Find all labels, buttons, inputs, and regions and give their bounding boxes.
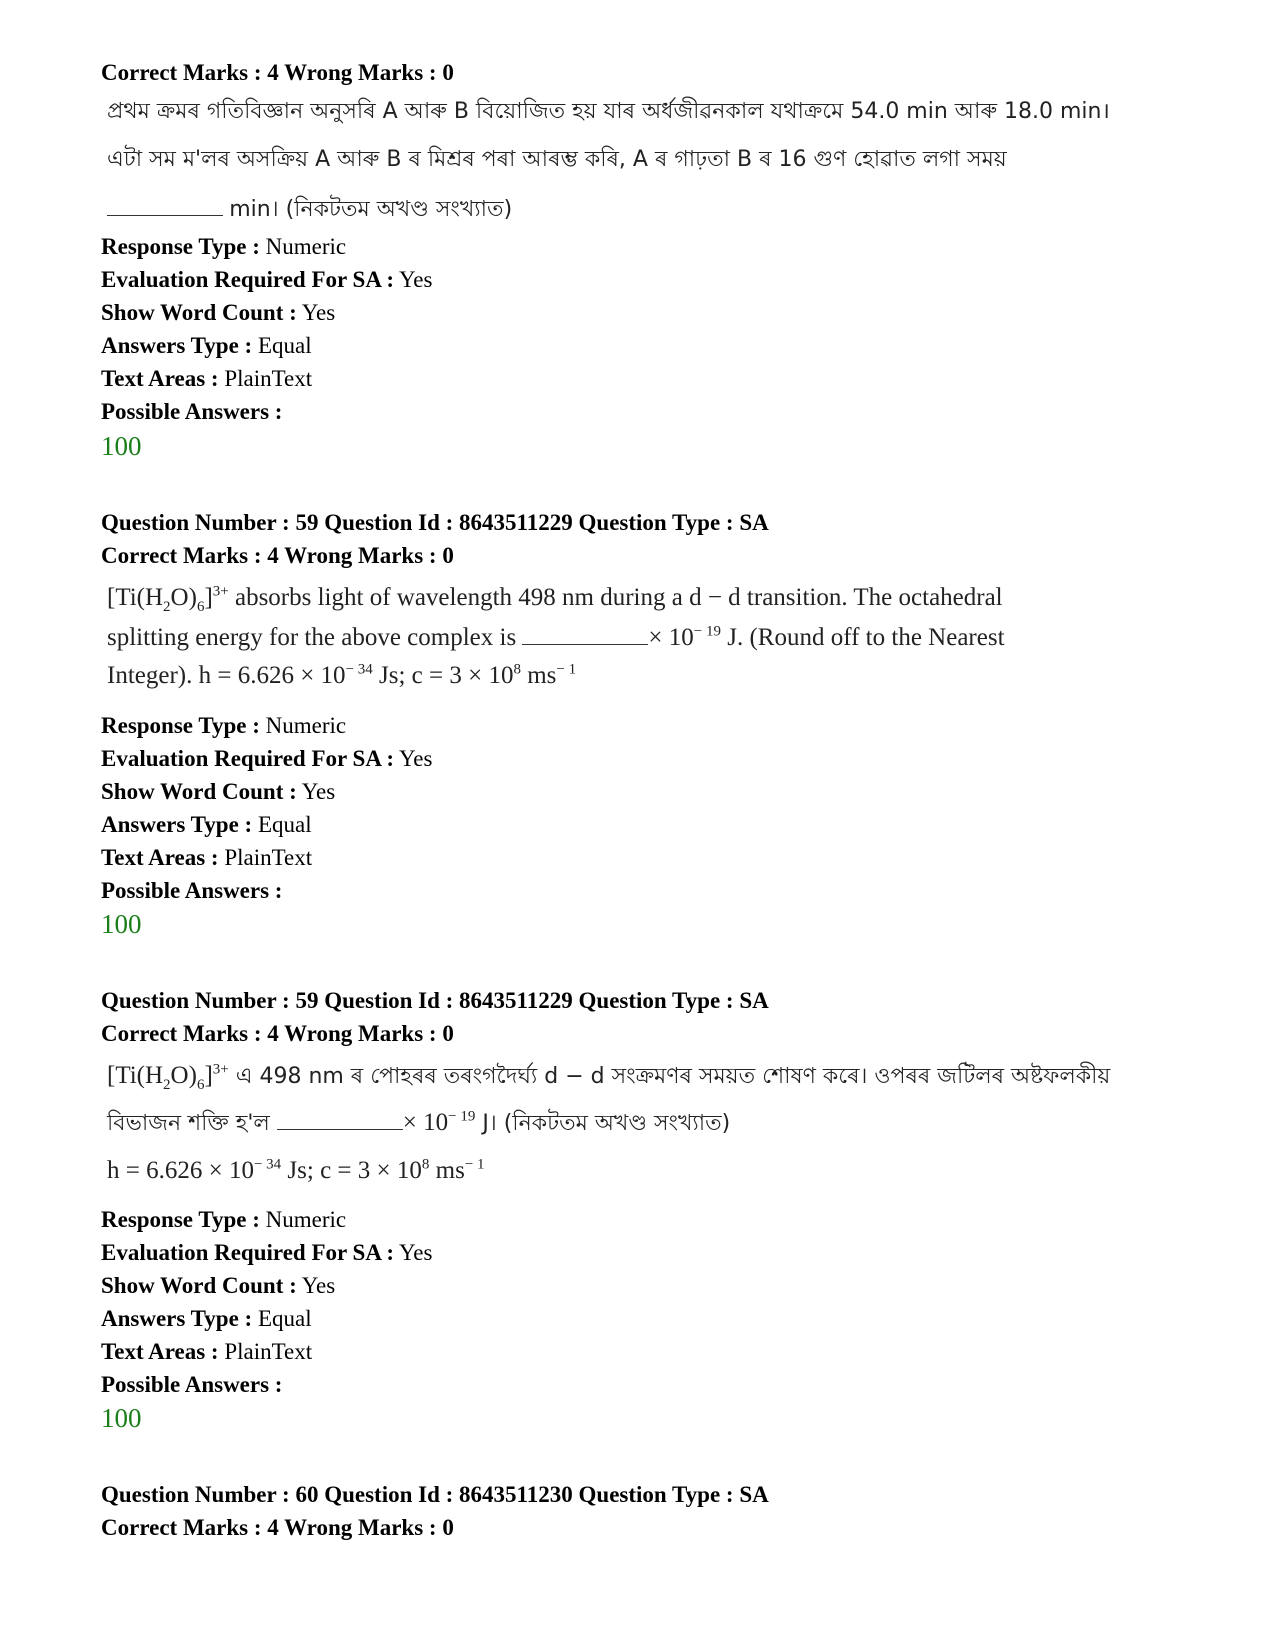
field-value: Numeric <box>265 1207 347 1232</box>
question-text-line: এটা সম ম'লৰ অসক্ৰিয় A আৰু B ৰ মিশ্ৰৰ পৰা আৰম্ভ কৰি, A ৰ গাঢ়তা B ৰ 16 গুণ হোৱাত লগা সময় <box>107 147 1007 172</box>
field-row <box>101 1274 335 1297</box>
question-text-line: প্ৰথম ক্ৰমৰ গতিবিজ্ঞান অনুসৰি A আৰু B বিয়োজিত হয় যাৰ অৰ্ধজীৱনকাল যথাক্ৰমে 54.0 min আৰু 18.0 min। <box>107 99 1110 124</box>
field-label: Answers Type : <box>101 333 253 358</box>
field-label: Answers Type : <box>101 812 253 837</box>
marks-line: Correct Marks : 4 Wrong Marks : 0 <box>101 1515 454 1540</box>
question-text-line: বিভাজন শক্তি হ'ল × $10^{- 19}$ J। (নিকটতম অখণ্ড সংখ্যাত) <box>107 1108 731 1136</box>
question-header: Question Number : 59 Question Id : 8643511229 Question Type : SA <box>101 510 769 535</box>
field-row <box>101 747 432 770</box>
field-row <box>101 1340 312 1363</box>
field-value: PlainText <box>224 845 313 870</box>
field-value: Equal <box>257 1306 312 1331</box>
field-value: Numeric <box>265 713 347 738</box>
question-text-line <box>107 196 512 221</box>
field-label: Response Type : <box>101 1207 260 1232</box>
question-text-fragment: min। (নিকটতম অখণ্ড সংখ্যাত) <box>229 197 513 222</box>
answer-blank <box>522 643 648 645</box>
field-row <box>101 400 282 423</box>
field-row <box>101 813 312 836</box>
field-value: Equal <box>257 333 312 358</box>
field-value: Equal <box>257 812 312 837</box>
field-label: Text Areas : <box>101 1339 219 1364</box>
question-header: Question Number : 60 Question Id : 8643511230 Question Type : SA <box>101 1482 769 1507</box>
field-label: Show Word Count : <box>101 1273 297 1298</box>
field-row <box>101 1241 432 1264</box>
marks-line: Correct Marks : 4 Wrong Marks : 0 <box>101 60 454 85</box>
field-value: Yes <box>301 779 336 804</box>
question-text-line: $[Ti(H_2O)_6]^{3+}$ absorbs light of wavelength 498 nm during a d − d transition. The octahedral <box>107 583 1003 615</box>
field-label: Text Areas : <box>101 845 219 870</box>
field-label: Possible Answers : <box>101 399 283 424</box>
field-row <box>101 367 312 390</box>
question-text-line: $h = 6.626 \times 10^{- 34}$ Js; $c = 3 \times 10^8$ $ms^{- 1}$ <box>107 1156 485 1184</box>
field-value: Yes <box>399 746 433 771</box>
question-text-line: splitting energy for the above complex is × $10^{- 19}$ J. (Round off to the Nearest <box>107 623 1005 651</box>
field-value: Yes <box>399 1240 433 1265</box>
marks-line: Correct Marks : 4 Wrong Marks : 0 <box>101 543 454 568</box>
field-label: Show Word Count : <box>101 300 297 325</box>
field-row <box>101 268 432 291</box>
field-row <box>101 1307 312 1330</box>
marks-line: Correct Marks : 4 Wrong Marks : 0 <box>101 1021 454 1046</box>
field-row <box>101 301 335 324</box>
field-row <box>101 780 335 803</box>
field-row <box>101 1373 282 1396</box>
field-value: Yes <box>301 300 336 325</box>
field-label: Response Type : <box>101 713 260 738</box>
field-value: Yes <box>399 267 433 292</box>
field-label: Evaluation Required For SA : <box>101 267 395 292</box>
possible-answer: 100 <box>101 431 142 461</box>
possible-answer: 100 <box>101 909 142 939</box>
field-value: PlainText <box>224 1339 313 1364</box>
field-label: Text Areas : <box>101 366 219 391</box>
field-label: Possible Answers : <box>101 1372 283 1397</box>
field-row <box>101 235 346 258</box>
question-text-line: $[Ti(H_2O)_6]^{3+}$ এ 498 nm ৰ পোহৰৰ তৰংগদৈৰ্ঘ্য d − d সংক্ৰমণৰ সময়ত শোষণ কৰে। ওপৰৰ জটিলৰ অষ্টফলকীয় <box>107 1061 1111 1093</box>
field-label: Answers Type : <box>101 1306 253 1331</box>
field-label: Evaluation Required For SA : <box>101 746 395 771</box>
field-row <box>101 334 312 357</box>
field-row <box>101 714 346 737</box>
answer-blank <box>277 1128 403 1130</box>
question-header: Question Number : 59 Question Id : 8643511229 Question Type : SA <box>101 988 769 1013</box>
possible-answer: 100 <box>101 1403 142 1433</box>
field-value: Yes <box>301 1273 336 1298</box>
field-value: Numeric <box>265 234 347 259</box>
field-label: Response Type : <box>101 234 260 259</box>
field-value: PlainText <box>224 366 313 391</box>
question-text-line: Integer). $h = 6.626 \times 10^{- 34}$ Js; $c = 3 \times 10^8$ $ms^{- 1}$ <box>107 661 577 689</box>
field-label: Possible Answers : <box>101 878 283 903</box>
field-label: Show Word Count : <box>101 779 297 804</box>
field-label: Evaluation Required For SA : <box>101 1240 395 1265</box>
field-row <box>101 846 312 869</box>
answer-blank <box>107 214 223 216</box>
field-row <box>101 1208 346 1231</box>
field-row <box>101 879 282 902</box>
